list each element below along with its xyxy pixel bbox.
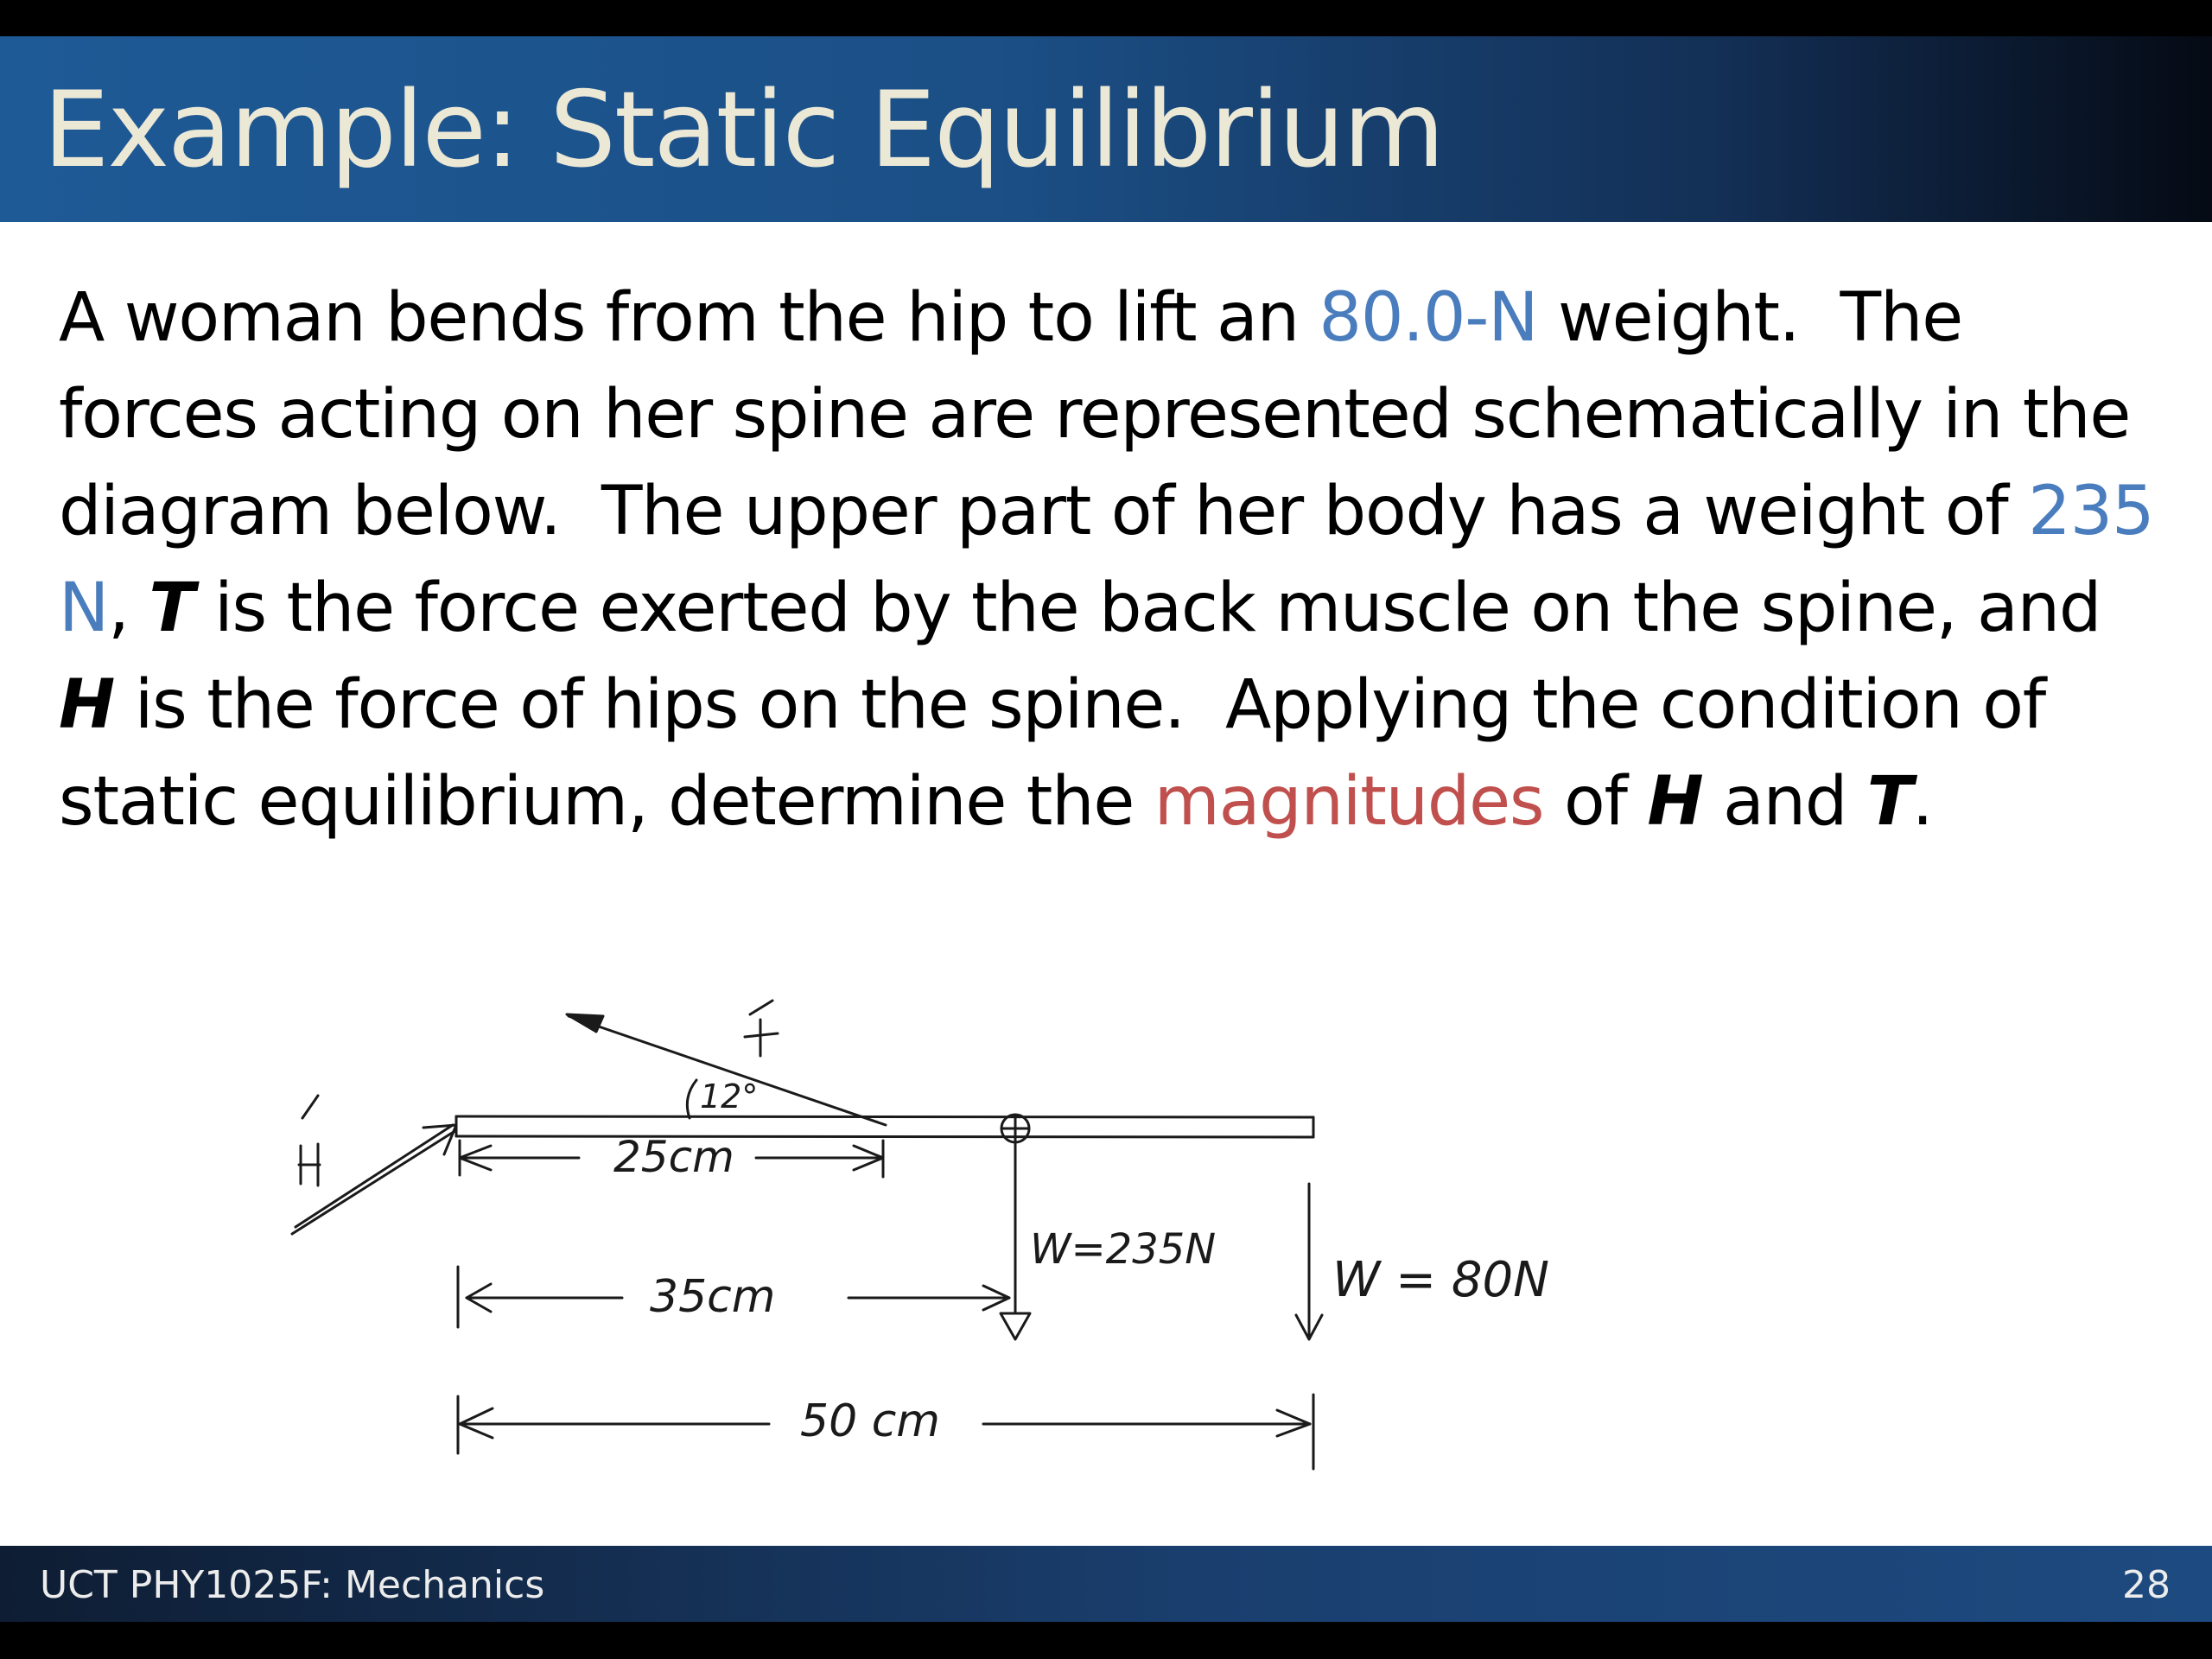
- body-weight-arrow: [1001, 1142, 1030, 1339]
- spine-beam: [456, 1116, 1313, 1137]
- dimension-50cm-label: 50 cm: [800, 1395, 940, 1447]
- dimension-25cm-label: 25cm: [613, 1132, 734, 1182]
- angle-arc: [687, 1080, 696, 1118]
- text-segment: and: [1702, 763, 1867, 841]
- variable-symbol: H: [59, 666, 115, 744]
- highlighted-value: 80.0-N: [1319, 279, 1538, 357]
- text-segment: ,: [108, 569, 149, 647]
- text-segment: is the force exerted by the back muscle on the spine, and: [194, 569, 2121, 647]
- text-segment: .: [1911, 763, 1933, 841]
- problem-statement: [59, 270, 2175, 850]
- dimension-35cm-label: 35cm: [650, 1271, 776, 1323]
- slide-number: 28: [2122, 1563, 2171, 1607]
- highlighted-value: 235 N: [59, 473, 2175, 647]
- load-weight-label: W = 80N: [1332, 1252, 1550, 1308]
- footer-course-label: UCT PHY1025F: Mechanics: [40, 1563, 545, 1607]
- variable-symbol: T: [149, 569, 194, 647]
- text-segment: of: [1543, 763, 1648, 841]
- text-segment: A woman bends from the hip to lift an: [59, 279, 1319, 357]
- text-segment: weight. The forces acting on her spine are represented schematically in the diagram below. The upper part of her body has a weight of: [59, 279, 2151, 550]
- text-segment: is the force of hips on the spine. Applying the condition of static equilibrium, determine the: [59, 666, 2066, 841]
- variable-symbol: T: [1866, 763, 1912, 841]
- variable-symbol: H: [1647, 763, 1703, 841]
- center-of-mass-marker: [1001, 1115, 1029, 1142]
- h-vector-symbol: [299, 1096, 320, 1185]
- body-weight-label: W=235N: [1030, 1225, 1217, 1274]
- t-vector-symbol: [745, 1001, 778, 1056]
- free-body-diagram: [276, 976, 1590, 1486]
- angle-label: 12°: [700, 1077, 759, 1116]
- slide-title: Example: Static Equilibrium: [43, 69, 1444, 191]
- highlighted-value: magnitudes: [1154, 763, 1544, 841]
- load-weight-arrow: [1296, 1184, 1322, 1339]
